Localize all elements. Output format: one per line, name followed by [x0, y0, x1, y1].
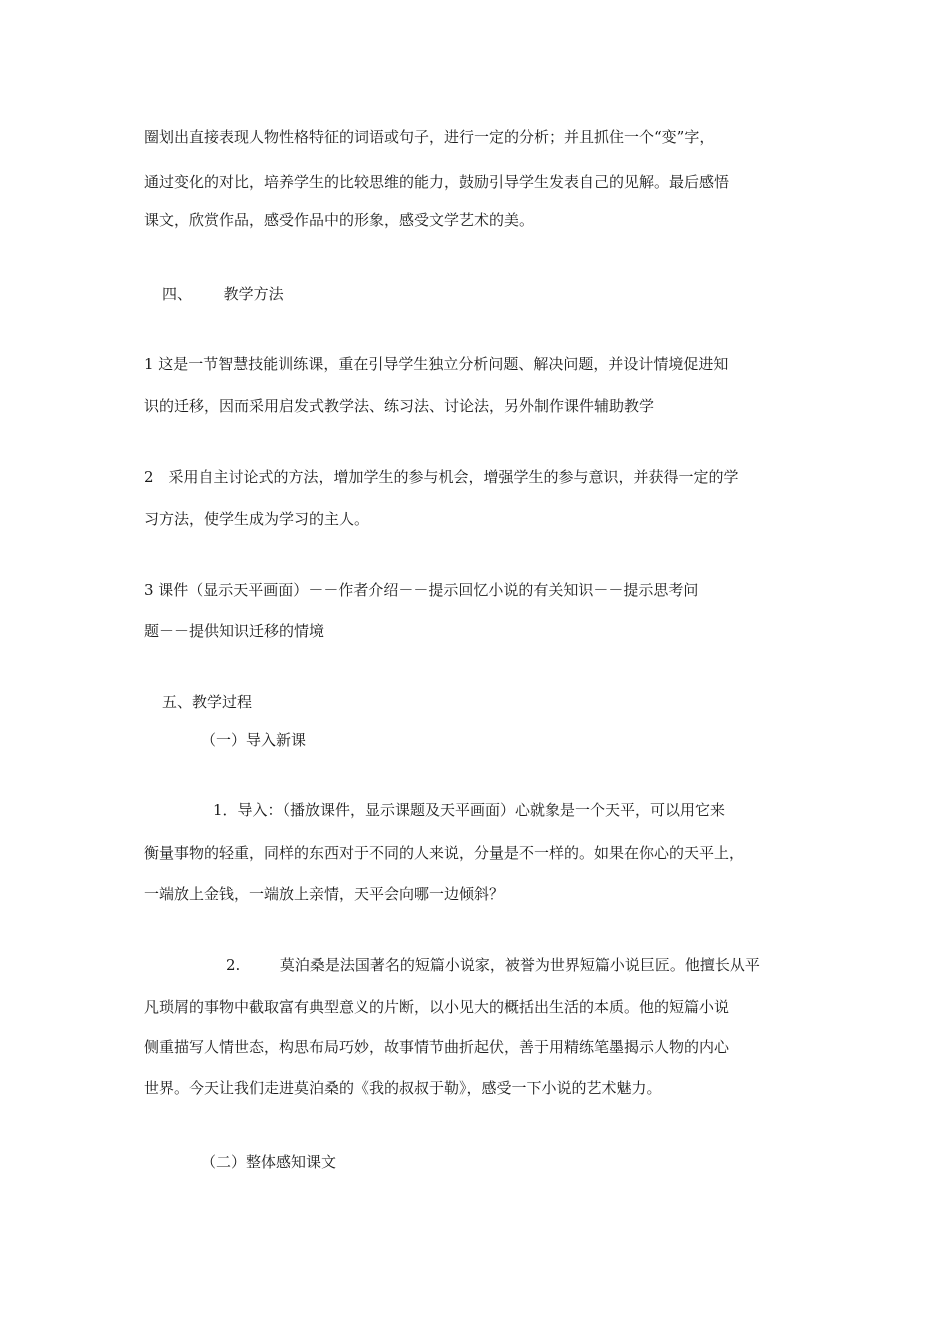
- text-line: 3 课件（显示天平画面）－－作者介绍－－提示回忆小说的有关知识－－提示思考问: [144, 581, 699, 599]
- text-line: 2 采用自主讨论式的方法，增加学生的参与机会，增强学生的参与意识，并获得一定的学: [144, 468, 739, 486]
- step-first-line: [226, 955, 760, 975]
- text-line: 圈划出直接表现人物性格特征的词语或句子，进行一定的分析；并且抓住一个“变”字，: [144, 128, 715, 146]
- section-number: 四、: [162, 285, 193, 303]
- section-heading-5: 五、教学过程: [162, 693, 253, 711]
- text-line: 通过变化的对比，培养学生的比较思维的能力，鼓励引导学生发表自己的见解。最后感悟: [144, 173, 730, 191]
- text-line: 世界。今天让我们走进莫泊桑的《我的叔叔于勒》，感受一下小说的艺术魅力。: [144, 1079, 662, 1097]
- text-line: 侧重描写人情世态，构思布局巧妙，故事情节曲折起伏，善于用精练笔墨揭示人物的内心: [144, 1038, 730, 1056]
- section-title: 教学方法: [223, 285, 284, 303]
- text-line: 一端放上金钱，一端放上亲情，天平会向哪一边倾斜？: [144, 885, 505, 903]
- step-number: 2.: [226, 956, 241, 974]
- text-line: 1．导入：（播放课件，显示课题及天平画面）心就象是一个天平，可以用它来: [213, 801, 726, 819]
- text-line: 1 这是一节智慧技能训练课，重在引导学生独立分析问题、解决问题，并设计情境促进知: [144, 355, 729, 373]
- text-line: 凡琐屑的事物中截取富有典型意义的片断，以小见大的概括出生活的本质。他的短篇小说: [144, 998, 730, 1016]
- section-heading-4: [162, 284, 284, 304]
- text-line: 莫泊桑是法国著名的短篇小说家，被誉为世界短篇小说巨匠。他擅长从平: [279, 956, 760, 974]
- subsection-heading-1: （一）导入新课: [201, 731, 307, 749]
- text-line: 识的迁移，因而采用启发式教学法、练习法、讨论法，另外制作课件辅助教学: [144, 397, 655, 415]
- text-line: 课文，欣赏作品，感受作品中的形象，感受文学艺术的美。: [144, 211, 535, 229]
- text-line: 衡量事物的轻重，同样的东西对于不同的人来说，分量是不一样的。如果在你心的天平上，: [144, 844, 745, 862]
- text-line: 题－－提供知识迁移的情境: [144, 622, 325, 640]
- subsection-heading-2: （二）整体感知课文: [201, 1153, 337, 1171]
- text-line: 习方法，使学生成为学习的主人。: [144, 510, 370, 528]
